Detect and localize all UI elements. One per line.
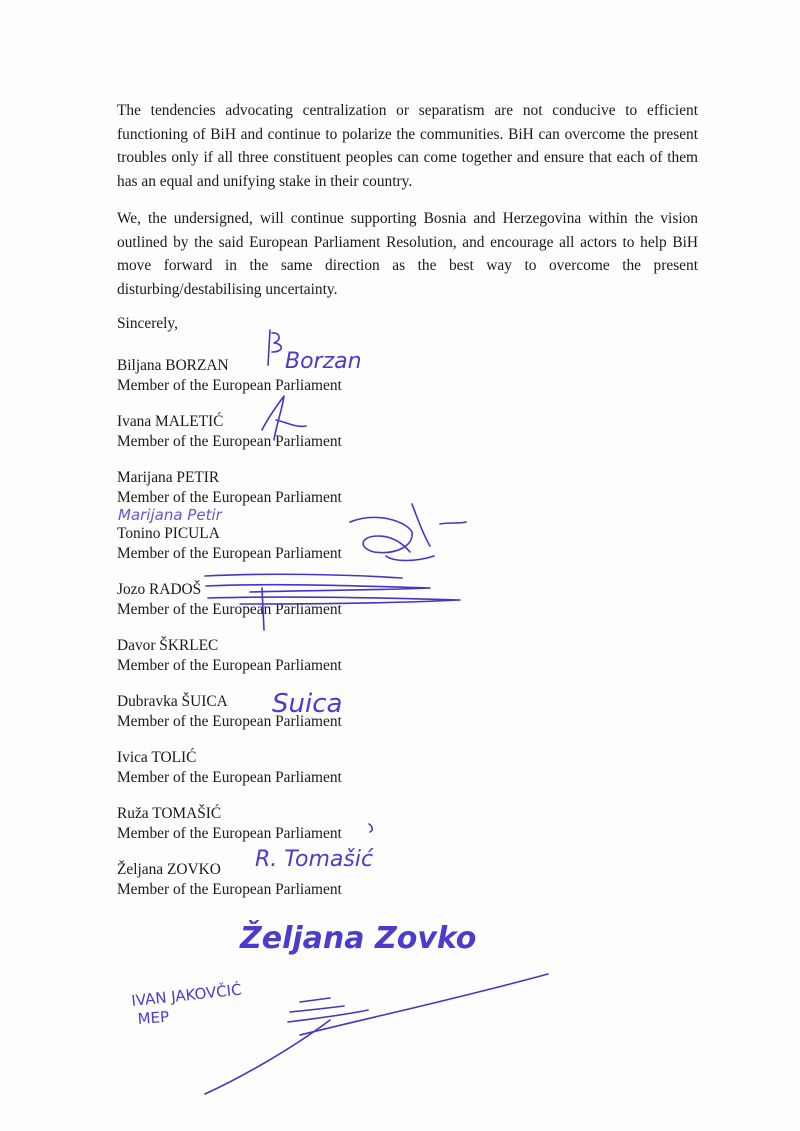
signature-zovko: Željana Zovko — [240, 921, 477, 956]
signatory-block — [117, 860, 342, 899]
signature-petir: Marijana Petir — [118, 506, 222, 524]
signatory-name: Dubravka ŠUICA — [117, 693, 228, 710]
signatory-block — [117, 804, 342, 843]
svg-text:R. Tomašić: R. Tomašić — [255, 847, 374, 872]
signatory-block — [117, 356, 342, 395]
signatory-name: Marijana PETIR — [117, 469, 220, 486]
signatory-block — [117, 748, 342, 787]
signatory-title: Member of the European Parliament — [117, 824, 342, 842]
signatory-block — [117, 468, 342, 507]
signatory-block — [117, 580, 342, 619]
signature-picula — [350, 504, 466, 561]
signatory-title: Member of the European Parliament — [117, 712, 342, 730]
signatory-title: Member of the European Parliament — [117, 544, 342, 562]
signatory-name: Ivana MALETIĆ — [117, 413, 224, 430]
signatory-title: Member of the European Parliament — [117, 768, 342, 786]
signatory-block — [117, 636, 342, 675]
paragraph-2: We, the undersigned, will continue supporting Bosnia and Herzegovina within the vision outlined by the said European Parliament Resolution, and encourage all actors to help BiH move forward in the same direction as the best way to overcome the present disturbing/destabilising uncertainty. — [117, 210, 698, 298]
signatory-name: Jozo RADOŠ — [117, 581, 202, 598]
signatory-name: Ivica TOLIĆ — [117, 749, 197, 766]
signatory-title: Member of the European Parliament — [117, 656, 342, 674]
signatory-name: Željana ZOVKO — [117, 861, 221, 878]
svg-text:MEP: MEP — [137, 1007, 170, 1028]
signatory-title: Member of the European Parliament — [117, 600, 342, 618]
signatory-title: Member of the European Parliament — [117, 432, 342, 450]
signatory-title: Member of the European Parliament — [117, 488, 342, 506]
paragraph-1: The tendencies advocating centralization or separatism are not conducive to efficient functioning of BiH and continue to polarize the communities. BiH can overcome the present troubles only if all three constituent peoples can come together and ensure that each of them has an equal and unifying stake in their country. — [117, 102, 698, 190]
signatory-block — [117, 692, 342, 731]
svg-text:IVAN JAKOVČIĆ: IVAN JAKOVČIĆ — [130, 980, 243, 1010]
signatory-name: Biljana BORZAN — [117, 357, 229, 374]
signatory-title: Member of the European Parliament — [117, 880, 342, 898]
closing: Sincerely, — [117, 315, 178, 332]
signatory-name: Ruža TOMAŠIĆ — [117, 805, 222, 822]
signatory-name: Davor ŠKRLEC — [117, 637, 219, 654]
signature-suica: Suica — [272, 689, 343, 719]
svg-text:Borzan: Borzan — [285, 349, 362, 374]
signatory-block — [117, 412, 342, 451]
signatory-title: Member of the European Parliament — [117, 376, 342, 394]
signatory-block — [117, 524, 342, 563]
signatory-name: Tonino PICULA — [117, 525, 220, 542]
signature-jakovcic — [130, 974, 548, 1094]
